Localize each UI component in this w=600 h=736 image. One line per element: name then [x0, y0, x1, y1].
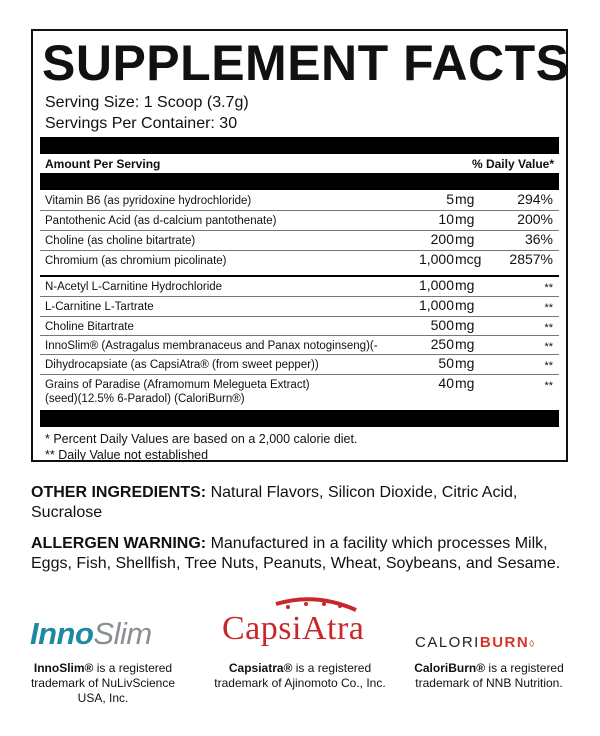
thick-divider — [40, 137, 559, 154]
nutrient-row — [40, 375, 559, 409]
nutrient-row — [40, 317, 559, 336]
nutrient-unit: mg — [455, 211, 475, 227]
nutrient-daily-value: 2857% — [509, 251, 553, 267]
nutrient-daily-value: ** — [544, 282, 553, 294]
nutrient-amount: 1,000 — [418, 277, 454, 293]
allergen-warning — [31, 534, 571, 574]
other-ingredients-text: Natural Flavors, Silicon Dioxide, Citric Acid, Sucralose — [31, 484, 518, 521]
nutrient-unit: mg — [455, 297, 475, 313]
nutrient-name: Chromium (as chromium picolinate) — [45, 255, 227, 267]
allergen-label: ALLERGEN WARNING: — [31, 535, 207, 552]
nutrient-row — [40, 277, 559, 297]
nutrient-amount: 40 — [438, 375, 454, 391]
nutrient-name: Grains of Paradise (Aframomum Melegueta Extract) — [45, 379, 310, 391]
nutrient-daily-value: 36% — [524, 231, 553, 247]
servings-per-container: Servings Per Container: 30 — [45, 115, 238, 132]
nutrient-name: Choline Bitartrate — [45, 321, 134, 333]
nutrient-amount: 1,000 — [418, 251, 454, 267]
nutrient-name: Vitamin B6 (as pyridoxine hydrochloride) — [45, 195, 252, 207]
nutrient-unit: mg — [455, 191, 475, 207]
nutrient-row — [40, 211, 559, 231]
nutrient-amount: 5 — [446, 191, 454, 207]
nutrient-name-line2: (seed)(12.5% 6-Paradol) (CaloriBurn®) — [45, 393, 245, 405]
other-ingredients-label: OTHER INGREDIENTS: — [31, 484, 207, 501]
nutrient-unit: mg — [455, 355, 475, 371]
nutrient-unit: mcg — [455, 251, 482, 267]
innoslim-caption: InnoSlim® is a registered trademark of NuLivScience USA, Inc. — [30, 661, 176, 705]
nutrient-daily-value: ** — [544, 360, 553, 372]
nutrient-amount: 50 — [438, 355, 454, 371]
supplement-facts-panel — [31, 29, 568, 462]
nutrient-name: L-Carnitine L-Tartrate — [45, 301, 154, 313]
nutrient-name: Dihydrocapsiate (as CapsiAtra® (from sweet pepper)) — [45, 359, 319, 371]
nutrient-row — [40, 355, 559, 375]
footnote-not-established: ** Daily Value not established — [45, 448, 209, 462]
caloriburn-logo: CALORIBURN◊ — [415, 634, 536, 651]
innoslim-logo: InnoSlim — [30, 616, 152, 651]
nutrient-row — [40, 297, 559, 317]
nutrient-amount: 10 — [438, 211, 454, 227]
dv-header: % Daily Value* — [471, 157, 554, 171]
nutrient-name: Choline (as choline bitartrate) — [45, 235, 196, 247]
nutrient-unit: mg — [455, 277, 475, 293]
allergen-text: Manufactured in a facility which processes Milk, Eggs, Fish, Shellfish, Tree Nuts, Peanuts, Wheat, Soybeans, and Sesame. — [31, 535, 561, 572]
other-ingredients — [31, 483, 571, 523]
nutrient-amount: 500 — [430, 317, 454, 333]
nutrient-row — [40, 251, 559, 277]
nutrient-daily-value: 294% — [517, 191, 553, 207]
nutrient-daily-value: ** — [544, 302, 553, 314]
footnote-dv: * Percent Daily Values are based on a 2,000 calorie diet. — [45, 432, 358, 446]
nutrient-name: N-Acetyl L-Carnitine Hydrochloride — [45, 281, 223, 293]
nutrient-amount: 1,000 — [418, 297, 454, 313]
nutrient-name: InnoSlim® (Astragalus membranaceus and Panax notoginseng)(- — [45, 340, 378, 352]
nutrient-unit: mg — [455, 336, 475, 352]
nutrient-daily-value: 200% — [517, 211, 553, 227]
nutrient-amount: 250 — [430, 336, 454, 352]
nutrient-daily-value: ** — [544, 322, 553, 334]
thick-divider — [40, 410, 559, 427]
panel-title: SUPPLEMENT FACTS — [42, 35, 570, 91]
nutrient-unit: mg — [455, 231, 475, 247]
nutrient-row — [40, 231, 559, 251]
nutrient-unit: mg — [455, 317, 475, 333]
amount-header-row — [45, 156, 554, 172]
nutrient-name: Pantothenic Acid (as d-calcium pantothenate) — [45, 215, 277, 227]
nutrient-daily-value: ** — [544, 380, 553, 392]
nutrient-amount: 200 — [430, 231, 454, 247]
capsiatra-logo: CapsiAtra — [216, 594, 386, 654]
nutrient-daily-value: ** — [544, 341, 553, 353]
caloriburn-caption: CaloriBurn® is a registered trademark of NNB Nutrition. — [414, 661, 564, 690]
capsiatra-caption: Capsiatra® is a registered trademark of Ajinomoto Co., Inc. — [214, 661, 386, 690]
serving-size: Serving Size: 1 Scoop (3.7g) — [45, 94, 249, 111]
amount-header: Amount Per Serving — [45, 157, 161, 171]
nutrient-row — [40, 191, 559, 211]
nutrient-row — [40, 336, 559, 355]
nutrient-unit: mg — [455, 375, 475, 391]
thick-divider — [40, 173, 559, 190]
